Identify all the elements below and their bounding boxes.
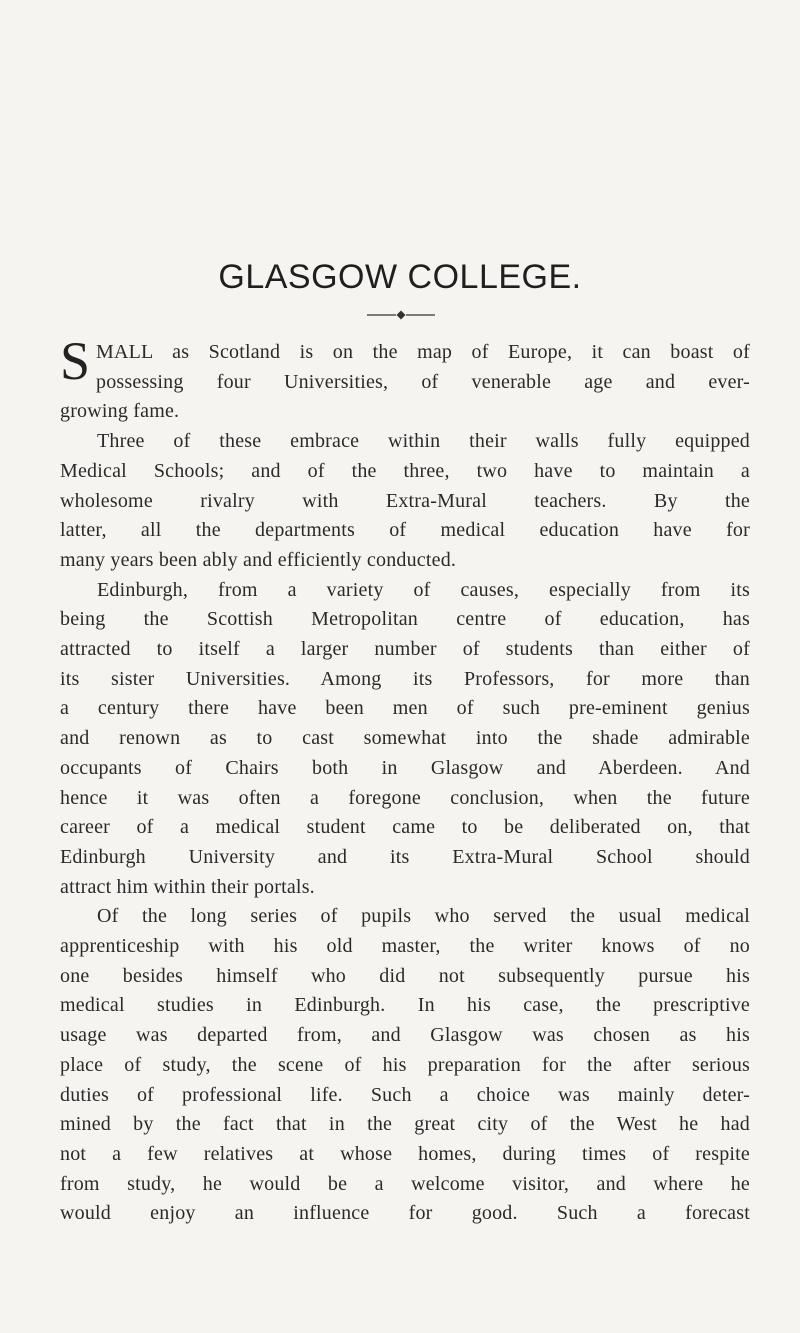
text-line: latter, all the departments of medical education have for [60, 519, 750, 542]
text-line: Edinburgh, from a variety of causes, especially from its [97, 578, 750, 601]
diamond-rule-ornament-icon [367, 309, 435, 321]
text-line: Medical Schools; and of the three, two have to maintain a [60, 459, 750, 482]
text-line: being the Scottish Metropolitan centre of education, has [60, 608, 750, 631]
text-line: place of study, the scene of his preparation for the after serious [60, 1053, 750, 1076]
text-line: Of the long series of pupils who served the usual medical [97, 905, 750, 928]
body-text [60, 331, 750, 1229]
page-title: GLASGOW COLLEGE. [218, 258, 582, 296]
text-line: one besides himself who did not subsequently pursue his [60, 964, 750, 987]
text-line: many years been ably and efficiently conducted. [60, 548, 457, 571]
text-line: and renown as to cast somewhat into the shade admirable [60, 727, 750, 750]
text-line: a century there have been men of such pre-eminent genius [60, 697, 750, 720]
text-line: wholesome rivalry with Extra-Mural teachers. By the [60, 489, 750, 512]
text-line: occupants of Chairs both in Glasgow and Aberdeen. And [60, 756, 750, 779]
text-line: from study, he would be a welcome visitor, and where he [60, 1172, 750, 1195]
text-line: Three of these embrace within their walls fully equipped [97, 430, 750, 453]
text-line: mined by the fact that in the great city of the West he had [60, 1113, 750, 1136]
text-line: would enjoy an influence for good. Such a forecast [60, 1202, 750, 1225]
text-line: hence it was often a foregone conclusion, when the future [60, 786, 750, 809]
text-line: not a few relatives at whose homes, during times of respite [60, 1142, 750, 1165]
text-line: apprenticeship with his old master, the writer knows of no [60, 935, 750, 958]
text-line-content: MALL as Scotland is on the map of Europe, it can boast of [96, 341, 750, 363]
text-line: duties of professional life. Such a choice was mainly deter- [60, 1083, 750, 1106]
text-line: usage was departed from, and Glasgow was chosen as his [60, 1024, 750, 1047]
text-line: its sister Universities. Among its Professors, for more than [60, 667, 750, 690]
text-line: attract him within their portals. [60, 875, 315, 898]
text-line: attracted to itself a larger number of students than either of [60, 638, 750, 661]
text-line: growing fame. [60, 400, 180, 423]
text-line: Edinburgh University and its Extra-Mural School should [60, 845, 750, 868]
text-line: career of a medical student came to be deliberated on, that [60, 816, 750, 839]
drop-cap: S [60, 331, 91, 391]
text-line: medical studies in Edinburgh. In his case, the prescriptive [60, 994, 750, 1017]
text-line: possessing four Universities, of venerable age and ever- [96, 370, 750, 393]
